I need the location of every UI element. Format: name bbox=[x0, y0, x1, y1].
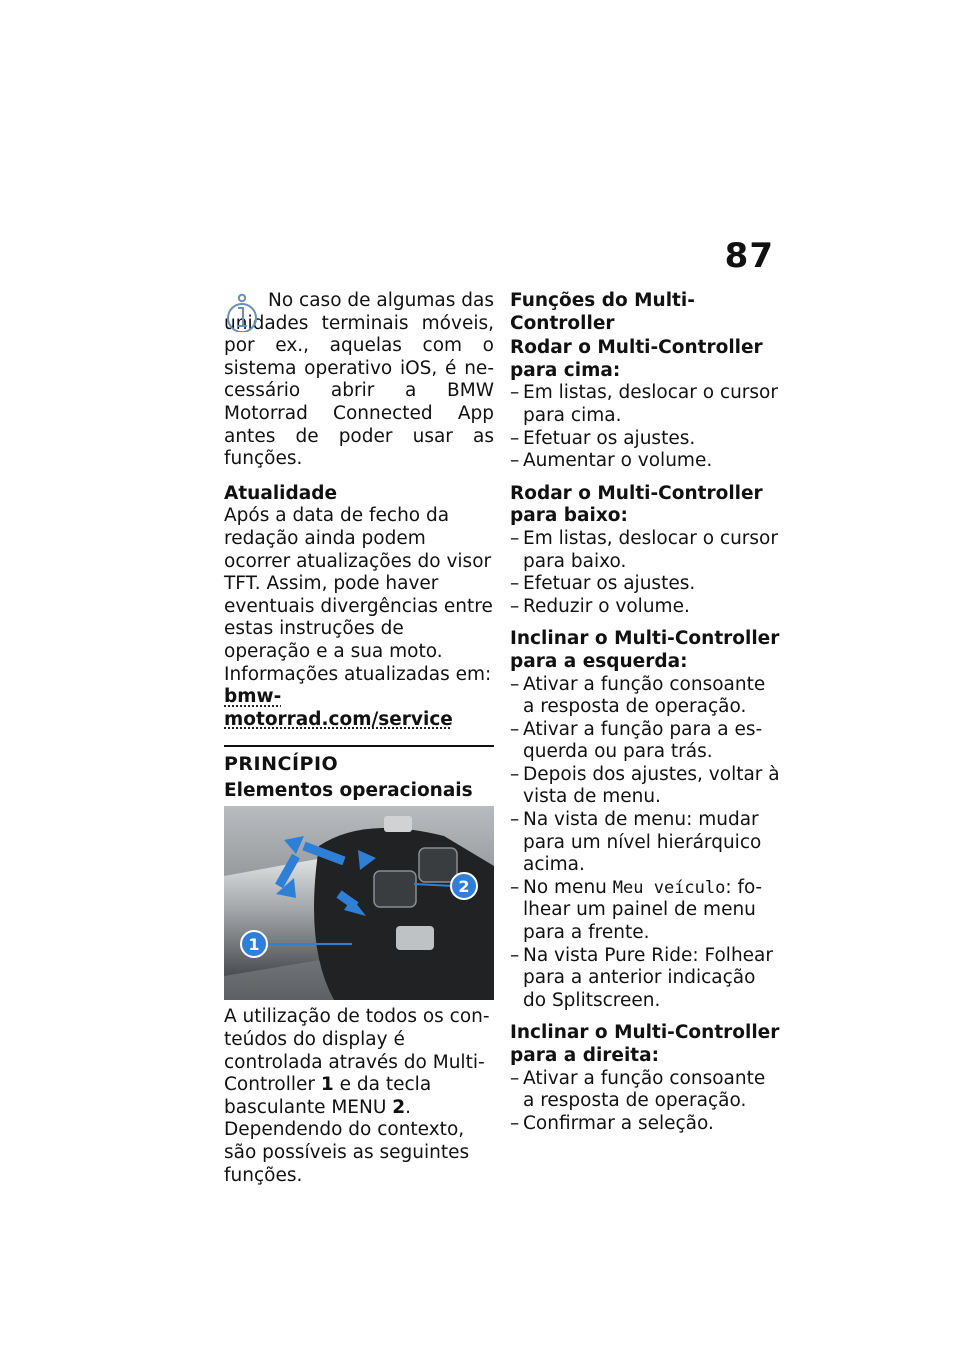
list-item: – Ativar a função consoante a resposta de operação. bbox=[510, 673, 766, 718]
page-number: 87 bbox=[724, 236, 774, 276]
group-list-up bbox=[510, 382, 782, 472]
atualidade-heading: Atualidade bbox=[224, 482, 338, 504]
list-item: – Na vista Pure Ride: Folhear para a anterior indicação do Splitscreen. bbox=[510, 944, 773, 1011]
right-column bbox=[510, 290, 782, 1135]
menu-name: Meu veículo bbox=[612, 877, 726, 898]
list-item: – Efetuar os ajustes. bbox=[510, 427, 696, 449]
group-list-down bbox=[510, 528, 782, 618]
figure-caption bbox=[224, 1006, 494, 1187]
list-item: – Depois dos ajustes, voltar à vista de menu. bbox=[510, 763, 780, 808]
info-note-text: No caso de algumas das unidades terminais móveis, por ex., aquelas com o sistema operativo iOS, é necessário abrir a BMW Motorrad Connected App antes de poder usar as funções. bbox=[224, 290, 494, 470]
list-item: – Na vista de menu: mudar para um nível hierárquico acima. bbox=[510, 809, 762, 876]
callout-2: 2 bbox=[458, 877, 470, 897]
service-link[interactable]: bmw-motorrad.com/service bbox=[224, 686, 453, 730]
list-item: – Aumentar o volume. bbox=[510, 450, 713, 472]
functions-heading: Funções do Multi-Controller bbox=[510, 290, 695, 334]
list-item: – Ativar a função consoante a resposta de operação. bbox=[510, 1067, 766, 1112]
list-item: – Reduzir o volume. bbox=[510, 595, 690, 617]
caption-text-c: e da tecla basculante MENU bbox=[224, 1074, 432, 1118]
caption-ref-2: 2 bbox=[392, 1096, 406, 1118]
group-heading-left: Inclinar o Multi-Controller para a esquerda: bbox=[510, 628, 780, 672]
group-heading-up: Rodar o Multi-Controller para cima: bbox=[510, 337, 763, 381]
group-list-left bbox=[510, 674, 782, 1013]
list-item: – Em listas, deslocar o cursor para cima. bbox=[510, 382, 778, 426]
elementos-heading: Elementos operacionais bbox=[224, 779, 473, 801]
group-heading-right: Inclinar o Multi-Controller para a direita: bbox=[510, 1022, 780, 1066]
handlebar-controls-photo bbox=[224, 806, 494, 1000]
caption-ref-1: 1 bbox=[320, 1074, 334, 1096]
left-column bbox=[224, 290, 494, 1187]
list-item: – Em listas, deslocar o cursor para baixo. bbox=[510, 527, 778, 572]
group-heading-down: Rodar o Multi-Controller para baixo: bbox=[510, 482, 763, 527]
group-list-right bbox=[510, 1068, 782, 1136]
list-item: – Ativar a função para a esquerda ou para trás. bbox=[510, 718, 763, 763]
section-divider bbox=[224, 745, 494, 747]
callout-1: 1 bbox=[248, 935, 260, 955]
caption-text-a: A utilização de todos os conteúdos do display é controlada através do Multi-Controller bbox=[224, 1006, 490, 1096]
atualidade-text: Após a data de fecho da redação ainda podem ocorrer atualizações do visor TFT. Assim, pode haver eventuais divergências entre estas instruções de operação e a sua moto. Informações atualizadas em: bbox=[224, 505, 493, 685]
info-note bbox=[224, 290, 494, 471]
list-item: – Efetuar os ajustes. bbox=[510, 573, 696, 595]
list-item: – Confirmar a seleção. bbox=[510, 1112, 714, 1134]
list-item: – No menu Meu veículo: folhear um painel de menu para a frente. bbox=[510, 876, 763, 944]
section-title: PRINCÍPIO bbox=[224, 753, 339, 776]
info-icon bbox=[224, 292, 260, 332]
caption-text-e: . Dependendo do contexto, são possíveis as seguintes funções. bbox=[224, 1096, 470, 1186]
